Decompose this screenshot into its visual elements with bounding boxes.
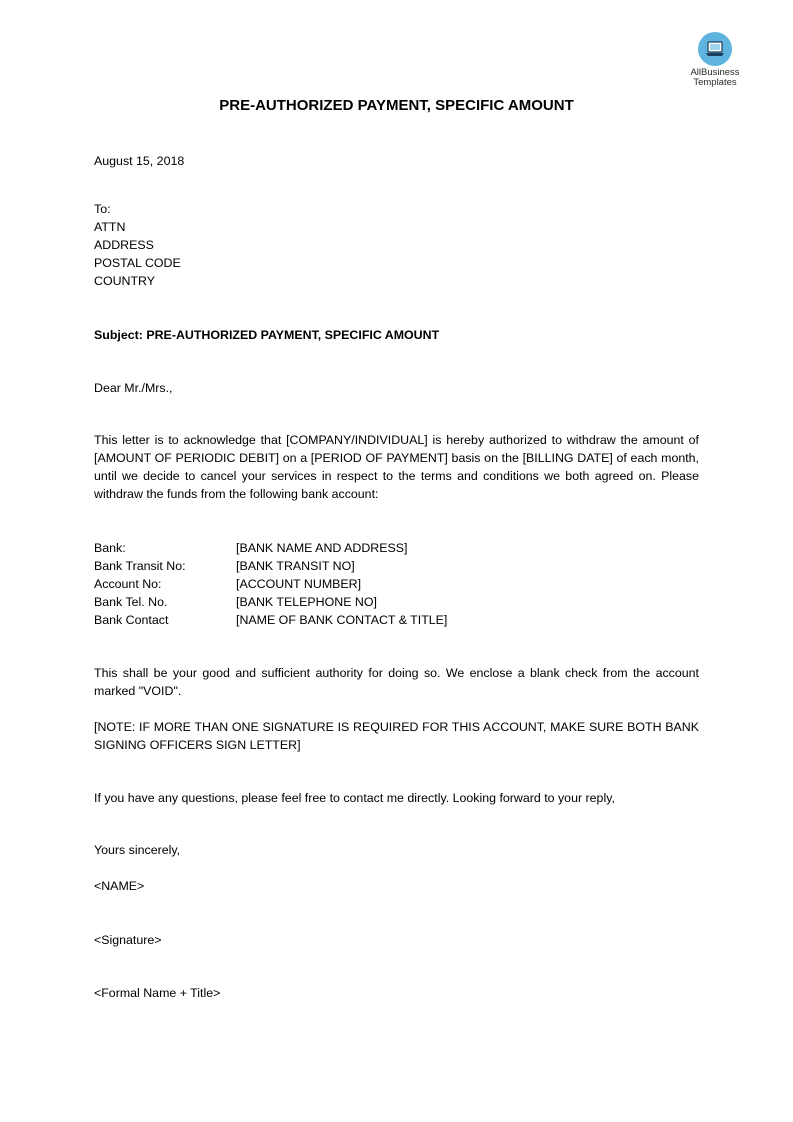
logo-text-line2: Templates (693, 77, 737, 88)
address-postal-code: POSTAL CODE (94, 256, 181, 270)
bank-detail-value: [BANK TRANSIT NO] (236, 559, 355, 573)
table-row (94, 575, 447, 593)
formal-name-title: <Formal Name + Title> (94, 986, 221, 1000)
subject-line (94, 326, 699, 344)
address-address: ADDRESS (94, 238, 154, 252)
logo-text-line1: AllBusiness (690, 67, 740, 78)
bank-detail-label: Bank: (94, 541, 126, 555)
address-attn: ATTN (94, 220, 126, 234)
body-paragraph-note: [NOTE: IF MORE THAN ONE SIGNATURE IS REQUIRED FOR THIS ACCOUNT, MAKE SURE BOTH BANK SIGNING OFFICERS SIGN LETTER] (94, 720, 699, 752)
bank-detail-label: Bank Tel. No. (94, 595, 168, 609)
table-row (94, 611, 447, 629)
closing-paragraph: If you have any questions, please feel free to contact me directly. Looking forward to your reply, (94, 791, 615, 805)
body-paragraph-authorization: This letter is to acknowledge that [COMPANY/INDIVIDUAL] is hereby authorized to withdraw the amount of [AMOUNT OF PERIODIC DEBIT] on a [PERIOD OF PAYMENT] basis on the [BILLING DATE] of each month, until we decide to cancel your services in respect to the terms and conditions we both agreed on. Please withdraw the funds from the following bank account: (94, 433, 699, 501)
bank-detail-label: Bank Transit No: (94, 559, 186, 573)
table-row (94, 593, 447, 611)
salutation: Dear Mr./Mrs., (94, 381, 173, 395)
bank-details-table (94, 539, 447, 629)
sender-name: <NAME> (94, 879, 145, 893)
subject-text: PRE-AUTHORIZED PAYMENT, SPECIFIC AMOUNT (146, 328, 440, 342)
brand-logo (684, 32, 746, 92)
document-title: PRE-AUTHORIZED PAYMENT, SPECIFIC AMOUNT (219, 97, 574, 114)
bank-detail-value: [ACCOUNT NUMBER] (236, 577, 362, 591)
body-paragraph-authority: This shall be your good and sufficient authority for doing so. We enclose a blank check from the account marked "VOID". (94, 666, 699, 698)
laptop-icon (698, 32, 732, 66)
bank-detail-label: Bank Contact (94, 613, 169, 627)
sign-off: Yours sincerely, (94, 843, 181, 857)
table-row (94, 539, 447, 557)
bank-detail-value: [BANK NAME AND ADDRESS] (236, 541, 408, 555)
address-to: To: (94, 202, 111, 216)
signature-placeholder: <Signature> (94, 933, 162, 947)
subject-label: Subject: (94, 328, 143, 342)
address-country: COUNTRY (94, 274, 156, 288)
bank-detail-value: [NAME OF BANK CONTACT & TITLE] (236, 613, 448, 627)
table-row (94, 557, 447, 575)
bank-detail-value: [BANK TELEPHONE NO] (236, 595, 377, 609)
recipient-address (94, 200, 699, 290)
letter-date: August 15, 2018 (94, 154, 185, 168)
bank-detail-label: Account No: (94, 577, 162, 591)
